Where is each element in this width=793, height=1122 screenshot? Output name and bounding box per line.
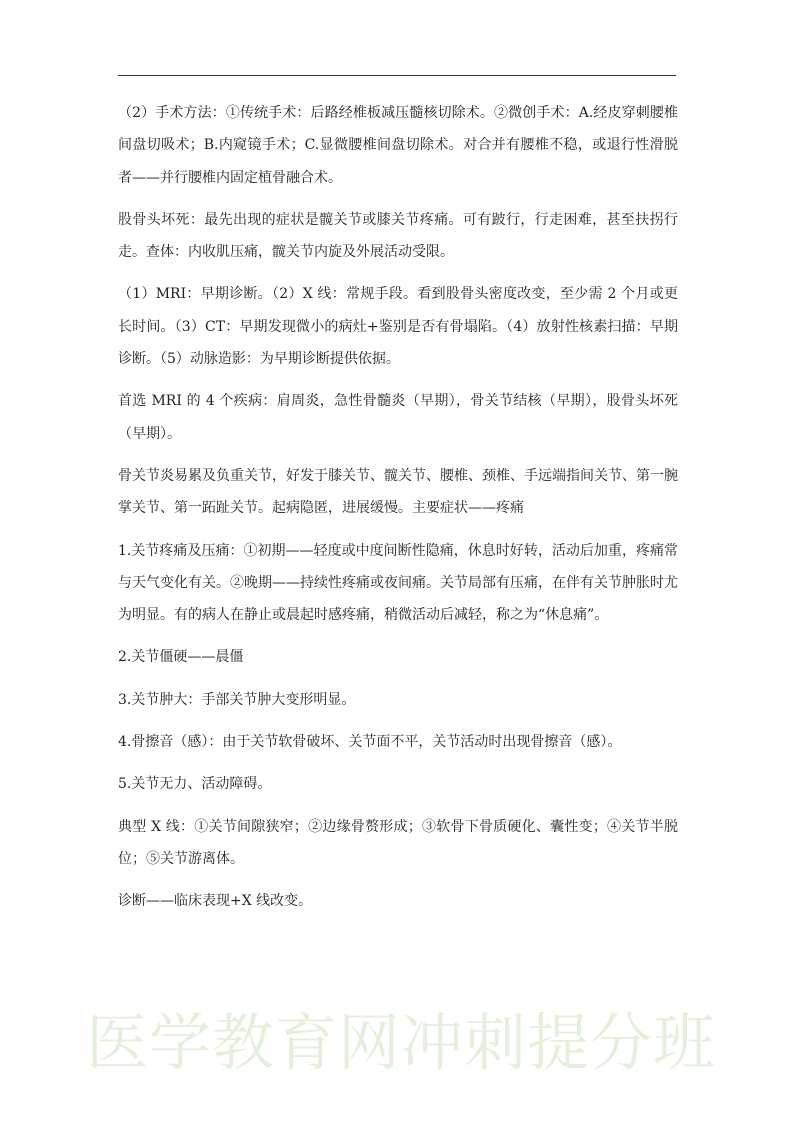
paragraph-diagnosis: 诊断——临床表现+X 线改变。: [118, 893, 313, 910]
paragraph-osteoarthritis: 骨关节炎易累及负重关节，好发于膝关节、髋关节、腰椎、颈椎、手远端指间关节、第一腕掌关节、第一跖趾关节。起病隐匿，进展缓慢。主要症状——疼痛: [118, 467, 678, 517]
paragraph-surgery-methods: （2）手术方法：①传统手术：后路经椎板减压髓核切除术。②微创手术：A.经皮穿刺腰椎间盘切吸术；B.内窥镜手术；C.显微腰椎间盘切除术。对合并有腰椎不稳，或退行性滑脱者——并行腰椎内固定植骨融合术。: [118, 105, 678, 186]
document-body: [118, 97, 678, 928]
paragraph-xray: 典型 X 线：①关节间隙狭窄；②边缘骨赘形成；③软骨下骨质硬化、囊性变；④关节半脱位；⑤关节游离体。: [118, 818, 678, 867]
paragraph-joint-swelling: 3.关节肿大：手部关节肿大变形明显。: [118, 691, 356, 708]
paragraph-joint-pain: 1.关节疼痛及压痛：①初期——轻度或中度间断性隐痛，休息时好转，活动后加重，疼痛常与天气变化有关。②晚期——持续性疼痛或夜间痛。关节局部有压痛，在伴有关节肿胀时尤为明显。有的病人在静止或晨起时感疼痛，稍微活动后减轻，称之为“休息痛”。: [118, 542, 678, 624]
paragraph-mri-first-choice: 首选 MRI 的 4 个疾病：肩周炎，急性骨髓炎（早期），骨关节结核（早期），股骨头坏死（早期）。: [118, 393, 678, 442]
paragraph-joint-stiffness: 2.关节僵硬——晨僵: [118, 649, 244, 666]
paragraph-imaging: （1）MRI：早期诊断。（2）X 线：常规手段。看到股骨头密度改变，至少需 2 个月或更长时间。（3）CT：早期发现微小的病灶+鉴别是否有骨塌陷。（4）放射性核素扫描：早期诊断。（5）动脉造影：为早期诊断提供依据。: [118, 286, 678, 368]
watermark: 医学教育网冲刺提分班: [86, 1006, 717, 1079]
paragraph-weakness: 5.关节无力、活动障碍。: [118, 776, 272, 793]
header-rule: [118, 75, 676, 76]
paragraph-femoral-head-necrosis: 股骨头坏死：最先出现的症状是髋关节或膝关节疼痛。可有跛行，行走困难，甚至扶拐行走。查体：内收肌压痛，髋关节内旋及外展活动受限。: [118, 211, 678, 261]
paragraph-crepitus: 4.骨擦音（感）：由于关节软骨破坏、关节面不平，关节活动时出现骨擦音（感）。: [118, 734, 622, 751]
